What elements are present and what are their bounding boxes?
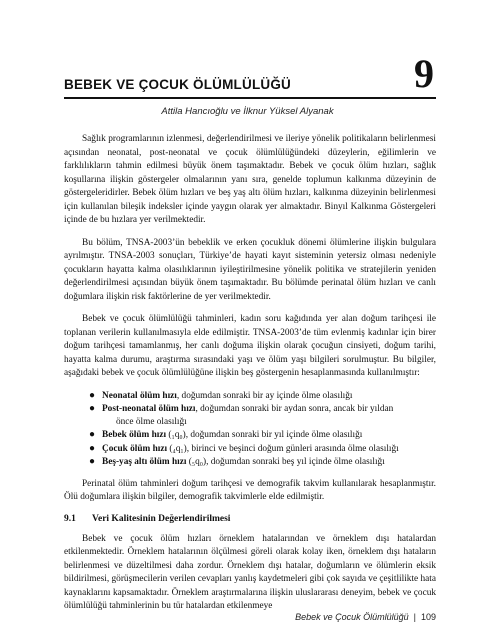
indicator-term: Çocuk ölüm hızı: [102, 443, 168, 454]
indicator-description: , doğumdan sonraki bir ay içinde ölme olasılığı: [176, 390, 353, 401]
paragraph-data-source: Bebek ve çocuk ölümlülüğü tahminleri, kadın soru kağıdında yer alan doğum tarihçesi ile toplanan verilerin kullanılmasıyla elde edilmiştir. TNSA-2003’de tüm evlenmiş kadınlar için birer doğum tarihçesi tamamlanmış, her canlı doğuma ilişkin olarak çocuğun cinsiyeti, doğum tarihi, hayatta kalma durumu, araştırma sırasındaki yaşı ve ölüm yaşı bilgileri sorulmuştur. Bu bilgiler, aşağıdaki bebek ve çocuk ölümlülüğüne ilişkin beş göstergenin hesaplanmasında kullanılmıştır:: [64, 314, 436, 378]
title-divider: [64, 97, 436, 99]
indicator-term: Post-neonatal ölüm hızı: [102, 404, 196, 414]
indicator-description: (₄q₁), birinci ve beşinci doğum günleri arasında ölme olasılığı: [167, 443, 399, 454]
chapter-title: BEBEK VE ÇOCUK ÖLÜMLÜLÜĞÜ: [64, 77, 291, 92]
bullet-icon: ●: [89, 389, 96, 401]
indicator-term: Neonatal ölüm hızı: [102, 390, 177, 401]
indicator-item: [89, 403, 436, 428]
paragraph-chapter-scope: Bu bölüm, TNSA-2003’ün bebeklik ve erken çocukluk dönemi ölümlerine ilişkin bulgulara ayrılmıştır. TNSA-2003 sonuçları, Türkiye’de hayati kayıt sisteminin yetersiz olması nedeniyle çocukların hayatta kalma olasılıklarının iyileştirilmesine yönelik politika ve stratejilerin yeniden değerlendirilmesi açısından büyük önem taşımaktadır. Bu bölümde perinatal ölüm hızları ve canlı doğumlara ilişkin risk faktörlerine de yer verilmektedir.: [64, 237, 436, 302]
indicator-description: (₁q₀), doğumdan sonraki bir yıl içinde ölme olasılığı: [166, 430, 363, 440]
body-text: [64, 133, 436, 623]
paragraph-data-quality: Bebek ve çocuk ölüm hızları örneklem hatalarından ve örneklem dışı hatalardan etkilenmektedir. Örneklem hatalarının ölçülmesi göreli olarak kolay iken, örneklem dışı hataların belirlenmesi ve düzeltilmesi daha zordur. Örneklem dışı hatalar, doğumların ve ölümlerin eksik bildirilmesi, görüşmecilerin verilen cevapları yanlış kaydetmeleri gibi çok sayıda ve çeşitlilikte hata kaynaklarını kapsamaktadır. Örneklem araştırmalarına ilişkin uluslararası deneyim, bebek ve çocuk ölümlülüğü tahminlerinin bu tür hatalardan etkilenmeye: [64, 533, 436, 611]
footer-title: Bebek ve Çocuk Ölümlülüğü: [295, 612, 409, 622]
indicator-item: [89, 442, 436, 456]
bullet-icon: ●: [89, 456, 96, 467]
chapter-number: 9: [414, 51, 434, 96]
paragraph-perinatal: Perinatal ölüm tahminleri doğum tarihçesi ve demografik takvim kullanılarak hesaplanmıştır. Ölü doğumlara ilişkin bilgiler, demografik takvimlerle elde edilmiştir.: [64, 478, 436, 502]
indicator-term: Beş-yaş altı ölüm hızı: [102, 457, 187, 467]
indicator-description-continued: önce ölme olasılığı: [116, 416, 187, 427]
bullet-icon: ●: [89, 429, 96, 440]
indicator-item: [89, 429, 436, 442]
bullet-icon: ●: [89, 442, 96, 454]
page-footer: [295, 612, 436, 622]
section-number: 9.1: [64, 513, 76, 524]
indicator-item: [89, 389, 436, 403]
indicator-item: [89, 456, 436, 469]
indicator-list: [64, 390, 436, 469]
indicator-term: Bebek ölüm hızı: [102, 430, 167, 440]
bullet-icon: ●: [89, 403, 96, 414]
footer-separator: |: [413, 612, 416, 622]
page-number: 109: [420, 612, 436, 622]
indicator-description: , doğumdan sonraki bir aydan sonra, ancak bir yıldan: [195, 404, 394, 414]
section-heading: [64, 514, 436, 524]
indicator-description: (₅q₀), doğumdan sonraki beş yıl içinde ölme olasılığı: [186, 457, 385, 467]
chapter-header: [64, 51, 434, 96]
chapter-authors: Attila Hancıoğlu ve İlknur Yüksel Alyanak: [161, 106, 334, 117]
paragraph-intro: Sağlık programlarının izlenmesi, değerlendirilmesi ve ileriye yönelik politikaların belirlenmesi açısından neonatal, post-neonatal ve çocuk ölümlülüğündeki düzeylerin, eğilimlerin ve farklılıkların tahmin edilmesi büyük önem taşımaktadır. Bebek ve çocuk ölüm hızları, sağlık koşullarına ilişkin göstergeler olmalarının yanı sıra, genelde toplumun kalkınma düzeyinin de göstergeleridirler. Bebek ölüm hızları ve beş yaş altı ölüm hızları, kalkınma düzeyinin belirlenmesi için kullanılan bileşik indeksler içinde yaygın olarak yer almaktadır. Binyıl Kalkınma Göstergeleri içinde de bu hızlara yer verilmektedir.: [64, 134, 436, 225]
section-title: Veri Kalitesinin Değerlendirilmesi: [92, 513, 231, 524]
